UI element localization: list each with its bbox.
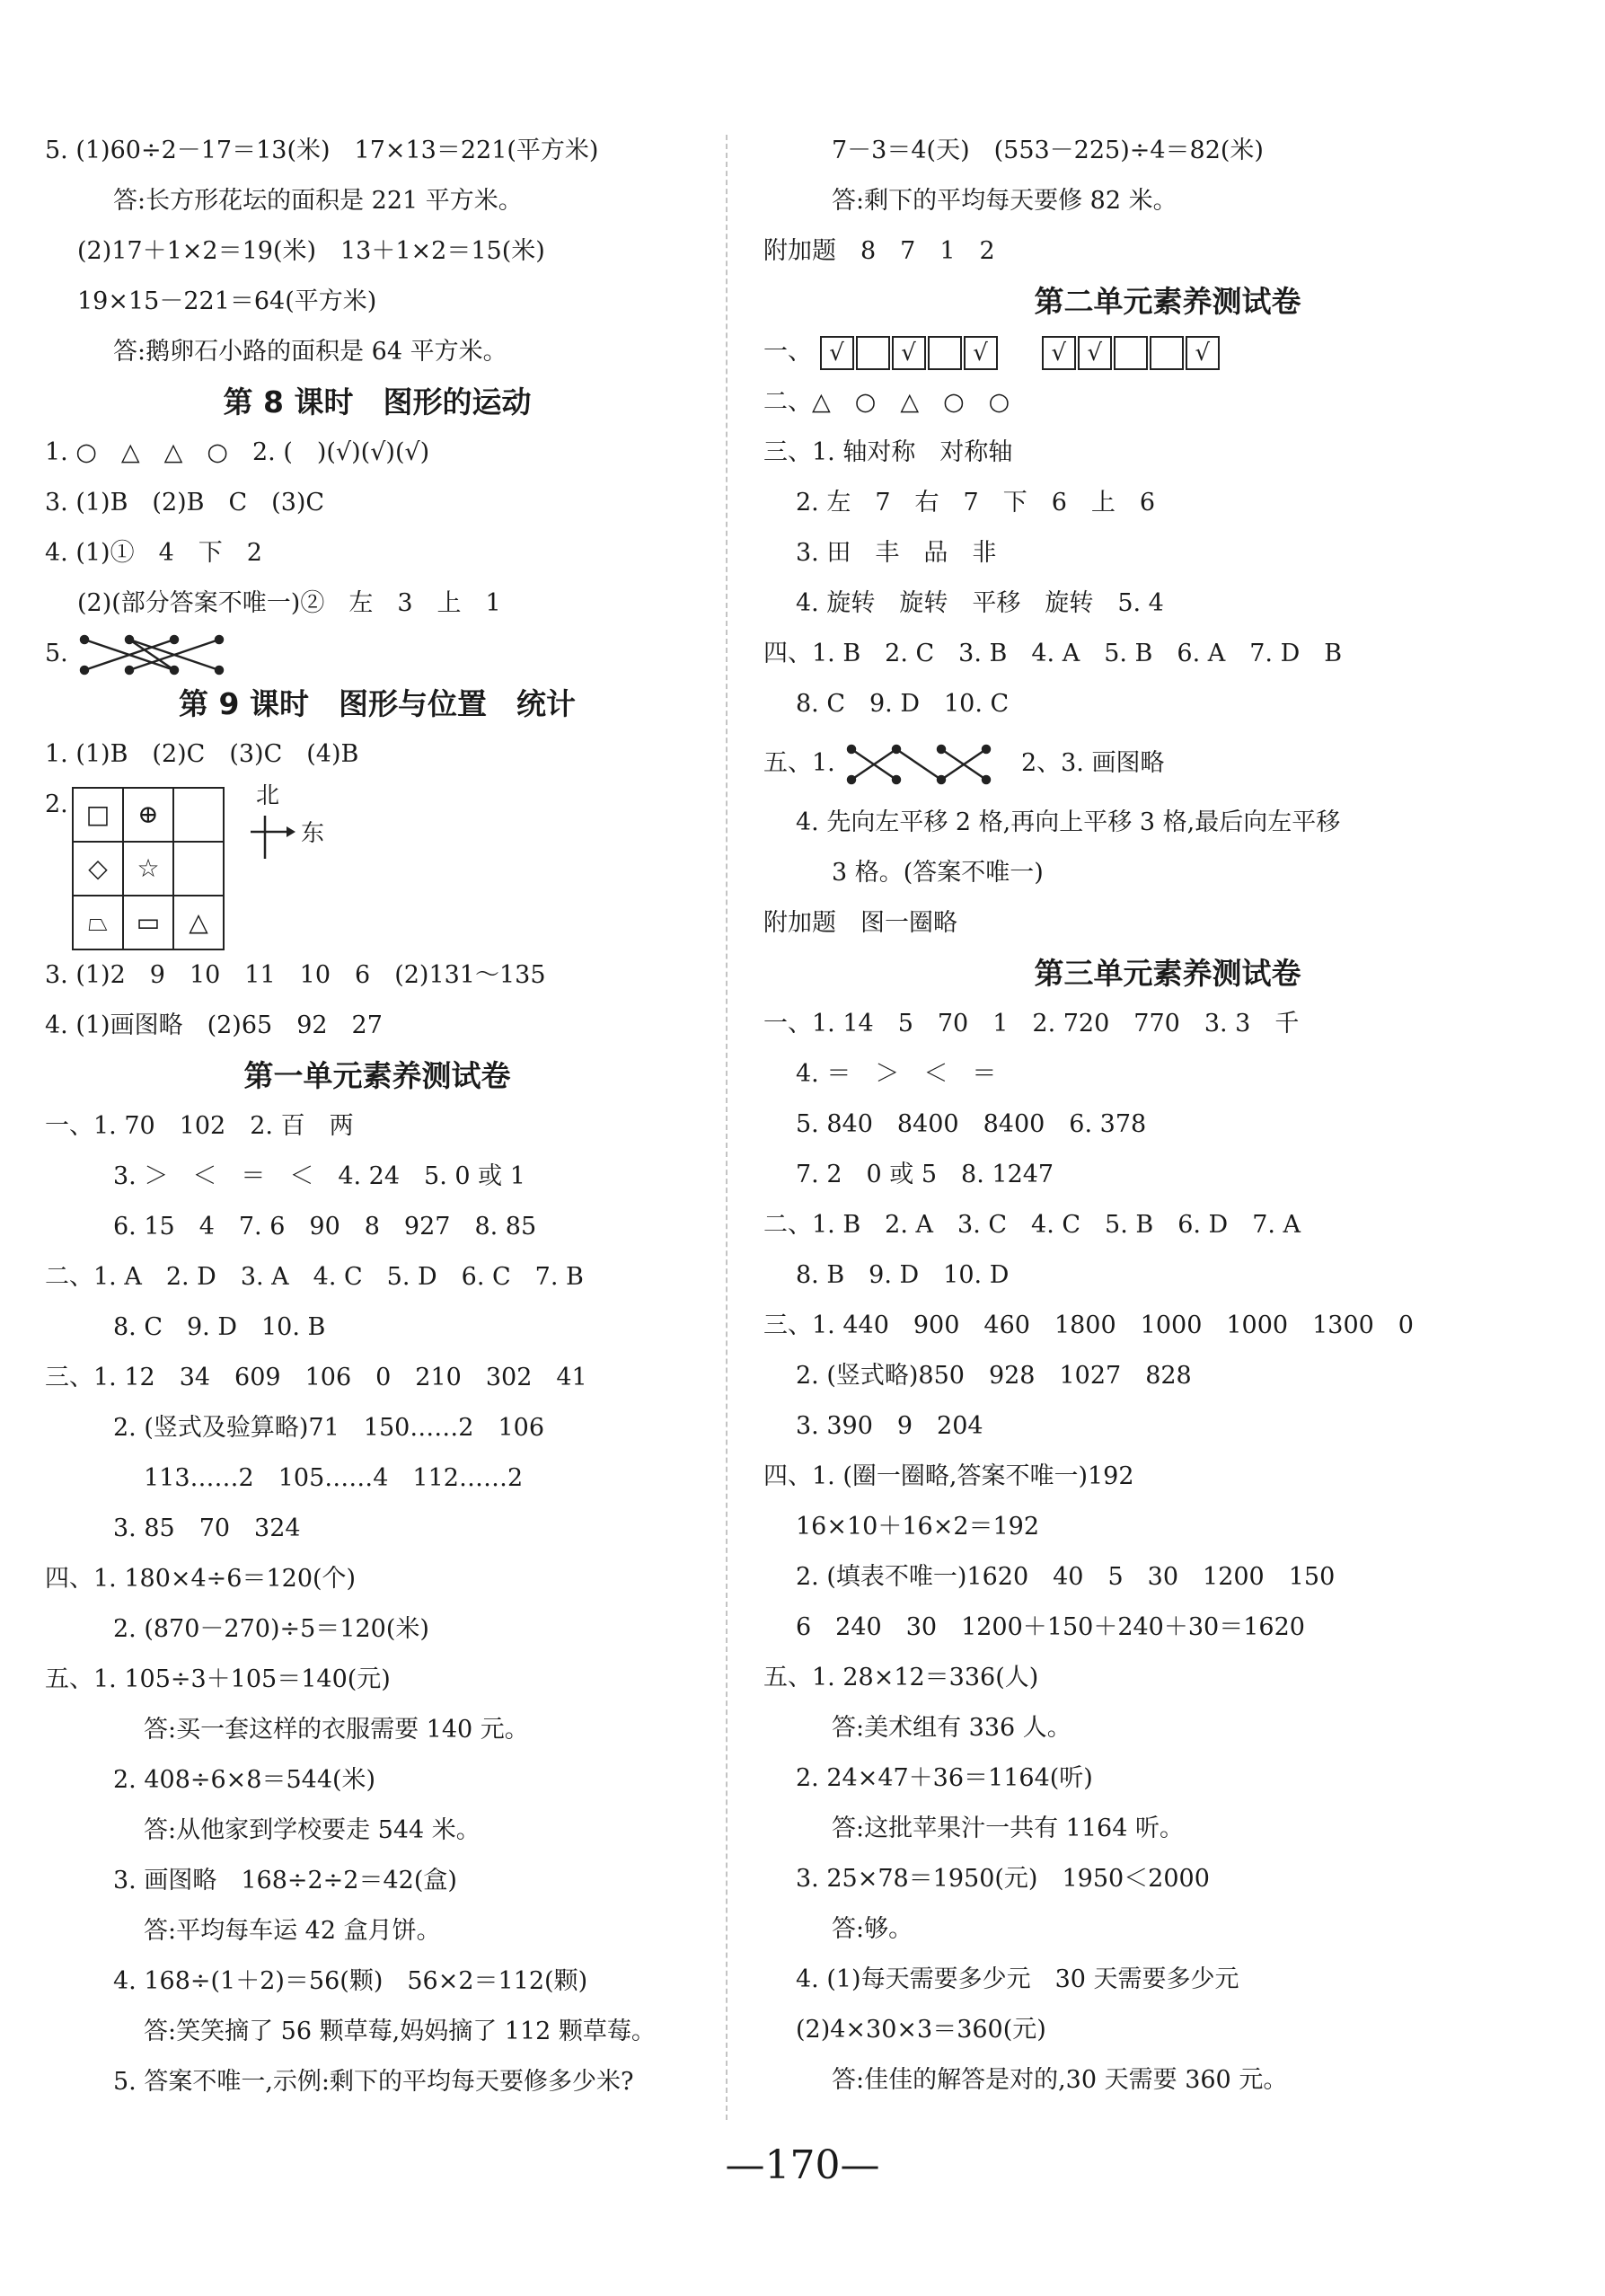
page-number: —170— <box>725 2142 880 2188</box>
answer-line: 四、1. (圈一圈略,答案不唯一)192 <box>763 1462 1134 1490</box>
matching-answer-line <box>763 729 1572 798</box>
checkbox-group-b <box>1042 328 1221 378</box>
question-number: 5. <box>45 640 68 667</box>
answer-line: 一、1. 70 102 2. 百 两 <box>45 1112 354 1140</box>
answer-line: 6. 15 4 7. 6 90 8 927 8. 85 <box>113 1213 537 1241</box>
answer-line: 3. 画图略 168÷2÷2＝42(盒) <box>113 1867 457 1894</box>
answer-line: 4. (1)每天需要多少元 30 天需要多少元 <box>796 1965 1239 1993</box>
answer-line: 4. 168÷(1＋2)＝56(颗) 56×2＝112(颗) <box>113 1967 588 1995</box>
answer-line: 五、1. 105÷3＋105＝140(元) <box>45 1665 391 1693</box>
answer-line: 附加题 8 7 1 2 <box>763 237 995 265</box>
compass-east-label: 东 <box>301 820 325 847</box>
grid-cell: ☆ <box>123 842 173 896</box>
answer-line: 19×15－221＝64(平方米) <box>77 287 377 315</box>
answer-line: 二、1. B 2. A 3. C 4. C 5. B 6. D 7. A <box>763 1211 1301 1239</box>
grid-cell <box>173 842 224 896</box>
answer-line: 4. ＝ ＞ ＜ ＝ <box>796 1060 997 1088</box>
question-number: 一、 <box>763 338 812 366</box>
answer-line: 3. 25×78＝1950(元) 1950＜2000 <box>796 1865 1210 1893</box>
answer-line: 16×10＋16×2＝192 <box>796 1513 1040 1541</box>
answer-line: 2. (填表不唯一)1620 40 5 30 1200 150 <box>796 1563 1336 1591</box>
answer-tail: 2、3. 画图略 <box>1020 749 1165 777</box>
answer-line: 2. (竖式及验算略)71 150……2 106 <box>113 1414 545 1442</box>
answer-line: 3. (1)B (2)B C (3)C <box>45 489 325 517</box>
shape-grid <box>72 787 225 950</box>
answer-box: √ <box>1078 336 1112 370</box>
answer-line: 答:长方形花坛的面积是 221 平方米。 <box>113 187 523 215</box>
answer-line: 5. 840 8400 8400 6. 378 <box>796 1110 1147 1138</box>
answer-line: 3. 田 丰 品 非 <box>796 539 997 567</box>
answer-box: √ <box>892 336 926 370</box>
matching-lines-diagram <box>842 740 995 789</box>
answer-line: 3. ＞ ＜ ＝ ＜ 4. 24 5. 0 或 1 <box>113 1162 525 1190</box>
answer-line: (2)4×30×3＝360(元) <box>796 2016 1046 2044</box>
answer-line: 8. C 9. D 10. B <box>113 1313 326 1341</box>
column-divider <box>726 135 728 2120</box>
answer-line: 答:笑笑摘了 56 颗草莓,妈妈摘了 112 颗草莓。 <box>144 2018 656 2045</box>
grid-cell <box>173 788 224 842</box>
answer-box: √ <box>820 336 854 370</box>
answer-box: √ <box>964 336 998 370</box>
unit-3-title: 第三单元素养测试卷 <box>1034 956 1301 991</box>
answer-line: 四、1. B 2. C 3. B 4. A 5. B 6. A 7. D B <box>763 640 1343 667</box>
grid-answer <box>45 780 710 950</box>
answer-line: (2)(部分答案不唯一)② 左 3 上 1 <box>77 589 501 617</box>
answer-line: 8. B 9. D 10. D <box>796 1261 1010 1289</box>
answer-line: 1. (1)B (2)C (3)C (4)B <box>45 740 359 768</box>
matching-lines-diagram <box>75 632 228 677</box>
answer-line: (2)17＋1×2＝19(米) 13＋1×2＝15(米) <box>77 237 545 265</box>
answer-line: 6 240 30 1200＋150＋240＋30＝1620 <box>796 1613 1305 1641</box>
unit-2-title: 第二单元素养测试卷 <box>1034 284 1301 319</box>
grid-cell: △ <box>173 896 224 949</box>
answer-line: 答:平均每车运 42 盒月饼。 <box>144 1917 441 1945</box>
answer-line: 答:从他家到学校要走 544 米。 <box>144 1816 481 1844</box>
answer-line: 113……2 105……4 112……2 <box>144 1464 524 1492</box>
answer-line: 答:买一套这样的衣服需要 140 元。 <box>144 1716 529 1744</box>
right-column <box>763 126 1572 2106</box>
answer-line: 三、1. 440 900 460 1800 1000 1000 1300 0 <box>763 1311 1414 1339</box>
compass <box>247 780 346 870</box>
lesson-8-title: 第 8 课时 图形的运动 <box>223 384 532 419</box>
answer-line: 3 格。(答案不唯一) <box>832 859 1044 887</box>
answer-line: 2. 左 7 右 7 下 6 上 6 <box>796 489 1156 517</box>
grid-cell: ⏢ <box>73 896 123 949</box>
answer-line: 3. 85 70 324 <box>113 1514 301 1542</box>
answer-line: 7－3＝4(天) (553－225)÷4＝82(米) <box>832 137 1264 164</box>
answer-line: 2. 408÷6×8＝544(米) <box>113 1766 376 1794</box>
compass-arrows-icon <box>247 816 301 861</box>
answer-line: 二、△ ○ △ ○ ○ <box>763 388 1010 416</box>
answer-box: √ <box>1186 336 1220 370</box>
answer-line: 4. 旋转 旋转 平移 旋转 5. 4 <box>796 589 1164 617</box>
answer-line: 一、1. 14 5 70 1 2. 720 770 3. 3 千 <box>763 1010 1300 1038</box>
grid-cell: ⊕ <box>123 788 173 842</box>
answer-line: 4. (1)① 4 下 2 <box>45 539 262 567</box>
checkbox-group-a <box>820 328 1000 378</box>
question-number: 2. <box>45 790 68 818</box>
answer-line: 5. (1)60÷2－17＝13(米) 17×13＝221(平方米) <box>45 137 599 164</box>
checkbox-answer-line <box>763 327 1572 377</box>
answer-line: 1. ○ △ △ ○ 2. ( )(√)(√)(√) <box>45 438 430 466</box>
grid-cell: ▭ <box>123 896 173 949</box>
answer-line: 3. (1)2 9 10 11 10 6 (2)131～135 <box>45 961 546 989</box>
answer-line: 2. 24×47＋36＝1164(听) <box>796 1764 1093 1792</box>
answer-box <box>856 336 890 370</box>
answer-line: 四、1. 180×4÷6＝120(个) <box>45 1565 357 1593</box>
answer-box <box>1150 336 1184 370</box>
answer-box <box>928 336 962 370</box>
answer-box: √ <box>1042 336 1076 370</box>
answer-line: 答:剩下的平均每天要修 82 米。 <box>832 187 1177 215</box>
answer-line: 答:鹅卵石小路的面积是 64 平方米。 <box>113 338 507 366</box>
answer-line: 4. (1)画图略 (2)65 92 27 <box>45 1011 383 1039</box>
answer-line: 2. (竖式略)850 928 1027 828 <box>796 1362 1192 1390</box>
answer-line: 五、1. 28×12＝336(人) <box>763 1664 1039 1691</box>
answer-line: 5. 答案不唯一,示例:剩下的平均每天要修多少米? <box>113 2068 634 2096</box>
answer-line: 8. C 9. D 10. C <box>796 690 1010 718</box>
left-column <box>45 126 710 2107</box>
question-number: 五、1. <box>763 749 835 777</box>
unit-1-title: 第一单元素养测试卷 <box>243 1058 511 1093</box>
answer-line: 三、1. 轴对称 对称轴 <box>763 438 1013 466</box>
answer-line: 2. (870－270)÷5＝120(米) <box>113 1615 429 1643</box>
answer-line: 答:美术组有 336 人。 <box>832 1714 1071 1742</box>
matching-answer-line <box>45 629 710 679</box>
answer-line: 答:够。 <box>832 1915 913 1943</box>
answer-box <box>1114 336 1148 370</box>
answer-line: 7. 2 0 或 5 8. 1247 <box>796 1161 1054 1188</box>
answer-line: 3. 390 9 204 <box>796 1412 983 1440</box>
answer-line: 附加题 图一圈略 <box>763 909 957 937</box>
answer-line: 三、1. 12 34 609 106 0 210 302 41 <box>45 1364 587 1391</box>
answer-line: 答:这批苹果汁一共有 1164 听。 <box>832 1815 1184 1842</box>
lesson-9-title: 第 9 课时 图形与位置 统计 <box>179 686 576 721</box>
grid-cell: □ <box>73 788 123 842</box>
grid-cell: ◇ <box>73 842 123 896</box>
answer-line: 4. 先向左平移 2 格,再向上平移 3 格,最后向左平移 <box>796 808 1341 836</box>
compass-north-label: 北 <box>256 782 280 809</box>
answer-line: 二、1. A 2. D 3. A 4. C 5. D 6. C 7. B <box>45 1263 584 1291</box>
answer-line: 答:佳佳的解答是对的,30 天需要 360 元。 <box>832 2066 1288 2094</box>
